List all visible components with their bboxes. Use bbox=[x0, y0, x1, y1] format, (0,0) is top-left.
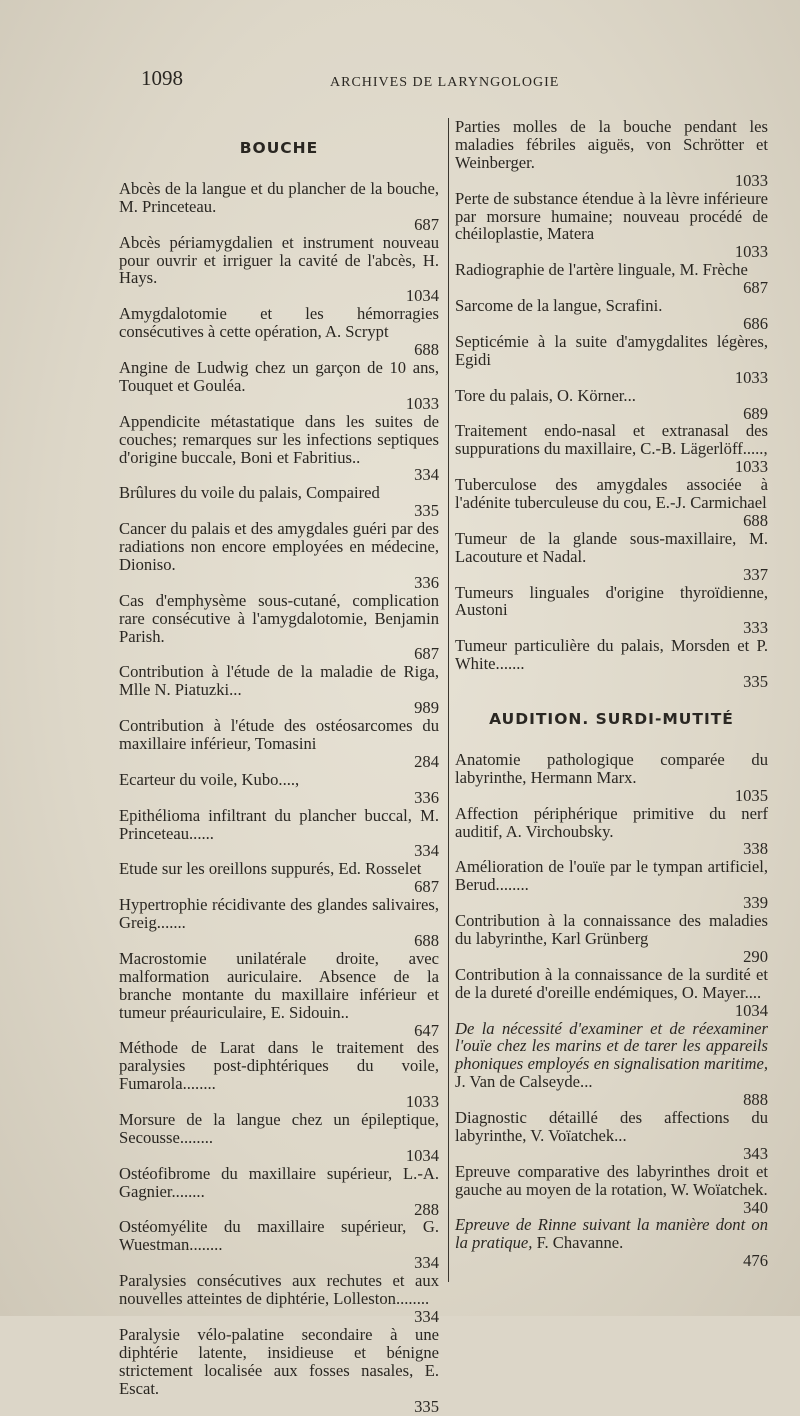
entry-page-number: 1033 bbox=[734, 170, 768, 190]
index-entry bbox=[119, 1039, 439, 1111]
entry-text bbox=[119, 717, 439, 753]
entry-text bbox=[119, 807, 439, 843]
index-entry bbox=[455, 476, 768, 530]
right-entry-list-top bbox=[455, 118, 768, 691]
entry-text bbox=[119, 359, 439, 395]
index-entry bbox=[455, 333, 768, 387]
entry-title: Méthode de Larat dans le traitement des paralysies post-diphtériques du voile, Fumarola........ bbox=[119, 1038, 439, 1094]
entry-page-number: 688 bbox=[743, 510, 768, 530]
entry-page-number: 1034 bbox=[405, 1145, 439, 1165]
entry-title: Paralysies consécutives aux rechutes et aux nouvelles atteintes de diphtérie, Lolleston........ bbox=[119, 1271, 439, 1309]
entry-text bbox=[455, 190, 768, 244]
entry-title: Macrostomie unilatérale droite, avec malformation auriculaire. Absence de la branche montante du maxillaire inférieur et tumeur préauriculaire, E. Sidouin.. bbox=[119, 948, 439, 1022]
entry-page-number: 687 bbox=[414, 214, 439, 234]
entry-page-number: 688 bbox=[414, 930, 439, 950]
entry-page-number: 334 bbox=[414, 1307, 439, 1326]
entry-text bbox=[119, 663, 439, 699]
entry-title: Cas d'emphysème sous-cutané, complication rare consécutive à l'amygdalotomie, Benjamin Parish. bbox=[119, 590, 439, 646]
index-entry bbox=[455, 584, 768, 638]
index-entry bbox=[119, 807, 439, 861]
index-entry bbox=[119, 413, 439, 485]
index-entry bbox=[455, 751, 768, 805]
entry-title: Affection périphérique primitive du nerf auditif, A. Virchoubsky. bbox=[455, 803, 768, 841]
entry-text bbox=[455, 118, 768, 172]
index-entry bbox=[119, 592, 439, 664]
index-entry bbox=[455, 190, 768, 262]
entry-title: Sarcome de la langue, Scrafini. bbox=[455, 296, 663, 316]
index-entry bbox=[119, 1272, 439, 1326]
entry-text bbox=[119, 592, 439, 646]
index-entry bbox=[119, 717, 439, 771]
entry-text bbox=[119, 1165, 439, 1201]
index-entry bbox=[455, 530, 768, 584]
index-entry bbox=[455, 1163, 768, 1217]
entry-title: Tumeur particulière du palais, Morsden et P. White....... bbox=[455, 636, 768, 674]
left-column bbox=[119, 140, 439, 1415]
entry-page-number: 1033 bbox=[405, 393, 439, 413]
entry-italic-title: Epreuve de Rinne suivant la manière dont on la pratique, bbox=[455, 1215, 768, 1253]
entry-title: Morsure de la langue chez un épileptique, Secousse........ bbox=[119, 1110, 439, 1147]
entry-title: Ostéomyélite du maxillaire supérieur, G. Wuestman........ bbox=[119, 1217, 439, 1255]
entry-title: J. Van de Calseyde... bbox=[455, 1072, 593, 1092]
entry-title: Epreuve comparative des labyrinthes droit et gauche au moyen de la rotation, W. Woïatchek. bbox=[455, 1161, 768, 1199]
entry-text bbox=[119, 305, 439, 341]
entry-page-number: 1033 bbox=[734, 367, 768, 387]
entry-page-number: 335 bbox=[743, 672, 768, 692]
entry-page-number: 888 bbox=[743, 1090, 768, 1110]
entry-page-number: 290 bbox=[743, 946, 768, 966]
entry-page-number: 687 bbox=[414, 877, 439, 897]
entry-text bbox=[119, 180, 439, 216]
index-entry bbox=[455, 1020, 768, 1110]
entry-text bbox=[455, 476, 768, 512]
running-head: ARCHIVES DE LARYNGOLOGIE bbox=[330, 75, 560, 90]
index-entry bbox=[119, 1326, 439, 1416]
index-entry bbox=[119, 484, 439, 520]
entry-title: Parties molles de la bouche pendant les maladies fébriles aiguës, von Schrötter et Weinberger. bbox=[455, 117, 768, 172]
index-entry bbox=[455, 422, 768, 476]
entry-text bbox=[119, 950, 439, 1022]
entry-title: Contribution à la connaissance des maladies du labyrinthe, Karl Grünberg bbox=[455, 911, 768, 948]
entry-page-number: 335 bbox=[414, 501, 439, 521]
index-entry bbox=[119, 359, 439, 413]
index-entry bbox=[119, 860, 439, 896]
index-entry bbox=[119, 663, 439, 717]
entry-text bbox=[119, 1039, 439, 1093]
entry-page-number: 334 bbox=[414, 841, 439, 861]
index-entry bbox=[455, 261, 768, 297]
entry-title: Tuberculose des amygdales associée à l'adénite tuberculeuse du cou, E.-J. Carmichael bbox=[455, 475, 768, 513]
index-entry bbox=[455, 637, 768, 691]
index-entry bbox=[455, 966, 768, 1020]
entry-title: Perte de substance étendue à la lèvre inférieure par morsure humaine; nouveau procédé de chéiloplastie, Matera bbox=[455, 188, 768, 244]
entry-title: Tore du palais, O. Körner... bbox=[455, 385, 636, 405]
entry-title: Epithélioma infiltrant du plancher buccal, M. Princeteau...... bbox=[119, 805, 439, 843]
entry-text bbox=[119, 413, 439, 467]
entry-title: Hypertrophie récidivante des glandes salivaires, Greig....... bbox=[119, 895, 439, 933]
entry-page-number: 284 bbox=[414, 751, 439, 771]
entry-page-number: 343 bbox=[743, 1143, 768, 1163]
entry-page-number: 687 bbox=[414, 644, 439, 664]
entry-page-number: 647 bbox=[414, 1020, 439, 1040]
entry-page-number: 687 bbox=[743, 278, 768, 298]
entry-text bbox=[455, 261, 768, 279]
entry-text bbox=[455, 966, 768, 1002]
entry-text bbox=[455, 637, 768, 673]
entry-page-number: 336 bbox=[414, 787, 439, 807]
entry-title: Appendicite métastatique dans les suites de couches; remarques sur les infections septiques d'origine buccale, Boni et Fabritius.. bbox=[119, 411, 439, 467]
entry-page-number: 338 bbox=[743, 839, 768, 859]
index-entry bbox=[455, 297, 768, 333]
index-entry bbox=[455, 912, 768, 966]
entry-text bbox=[455, 297, 768, 315]
entry-title: Abcès de la langue et du plancher de la bouche, M. Princeteau. bbox=[119, 178, 439, 216]
entry-page-number: 340 bbox=[743, 1197, 768, 1217]
index-entry bbox=[455, 858, 768, 912]
entry-text bbox=[455, 387, 768, 405]
entry-title: Anatomie pathologique comparée du labyrinthe, Hermann Marx. bbox=[455, 749, 768, 787]
entry-title: Tumeur de la glande sous-maxillaire, M. Lacouture et Nadal. bbox=[455, 528, 768, 566]
column-divider bbox=[448, 118, 449, 1282]
entry-title: Contribution à l'étude de la maladie de Riga, Mlle N. Piatuzki... bbox=[119, 662, 439, 700]
index-entry bbox=[119, 305, 439, 359]
section-title-audition: AUDITION. SURDI-MUTITÉ bbox=[489, 710, 734, 728]
entry-italic-title: De la nécessité d'examiner et de réexaminer l'ouïe chez les marins et de tarer les appareils phoniques employés en signalisation maritime, bbox=[455, 1018, 768, 1074]
section-title-bouche: BOUCHE bbox=[239, 139, 319, 157]
index-entry bbox=[119, 896, 439, 950]
index-entry bbox=[455, 805, 768, 859]
entry-title: Contribution à la connaissance de la surdité et de la dureté d'oreille endémiques, O. Mayer.... bbox=[455, 964, 768, 1002]
right-entry-list-bottom bbox=[455, 751, 768, 1270]
entry-text bbox=[455, 1109, 768, 1145]
entry-text bbox=[455, 530, 768, 566]
entry-text bbox=[119, 234, 439, 288]
entry-page-number: 288 bbox=[414, 1199, 439, 1219]
index-entry bbox=[119, 1111, 439, 1165]
entry-text bbox=[455, 422, 768, 458]
entry-page-number: 1033 bbox=[734, 457, 768, 477]
entry-title: Etude sur les oreillons suppurés, Ed. Rosselet bbox=[119, 859, 422, 879]
entry-page-number: 1034 bbox=[405, 286, 439, 306]
entry-page-number: 336 bbox=[414, 572, 439, 592]
index-entry bbox=[119, 234, 439, 306]
entry-title: Abcès périamygdalien et instrument nouveau pour ouvrir et irriguer la cavité de l'abcès, H. Hays. bbox=[119, 232, 439, 288]
entry-page-number: 334 bbox=[414, 465, 439, 485]
entry-page-number: 335 bbox=[414, 1396, 439, 1416]
entry-page-number: 476 bbox=[743, 1251, 768, 1271]
index-entry bbox=[119, 180, 439, 234]
entry-title: Diagnostic détaillé des affections du labyrinthe, V. Voïatchek... bbox=[455, 1108, 768, 1145]
index-entry bbox=[119, 950, 439, 1040]
index-entry bbox=[119, 520, 439, 592]
entry-text bbox=[119, 1218, 439, 1254]
entry-text bbox=[455, 1216, 768, 1252]
entry-text bbox=[455, 1020, 768, 1092]
entry-page-number: 337 bbox=[743, 564, 768, 584]
entry-title: Contribution à l'étude des ostéosarcomes du maxillaire inférieur, Tomasini bbox=[119, 716, 439, 753]
entry-text bbox=[119, 860, 439, 878]
entry-title: Cancer du palais et des amygdales guéri par des radiations non encore employées en médecine, Dioniso. bbox=[119, 519, 439, 574]
entry-page-number: 1034 bbox=[734, 1000, 768, 1020]
entry-text bbox=[455, 805, 768, 841]
entry-title: Paralysie vélo-palatine secondaire à une diphtérie latente, insidieuse et bénigne strictement localisée aux fosses nasales, E. Escat. bbox=[119, 1324, 439, 1398]
entry-title: Ecarteur du voile, Kubo...., bbox=[119, 769, 300, 789]
entry-text bbox=[119, 896, 439, 932]
entry-text bbox=[455, 912, 768, 948]
entry-text bbox=[455, 584, 768, 620]
entry-title: Ostéofibrome du maxillaire supérieur, L.-A. Gagnier........ bbox=[119, 1163, 439, 1201]
entry-page-number: 686 bbox=[743, 313, 768, 333]
entry-title: Radiographie de l'artère linguale, M. Frèche bbox=[455, 260, 748, 280]
index-entry bbox=[119, 771, 439, 807]
entry-page-number: 689 bbox=[743, 403, 768, 423]
entry-page-number: 334 bbox=[414, 1253, 439, 1273]
left-entry-list bbox=[119, 180, 439, 1416]
entry-page-number: 339 bbox=[743, 893, 768, 913]
index-entry bbox=[455, 387, 768, 423]
entry-title: Amélioration de l'ouïe par le tympan artificiel, Berud........ bbox=[455, 857, 768, 895]
entry-title: Angine de Ludwig chez un garçon de 10 ans, Touquet et Gouléa. bbox=[119, 357, 439, 395]
entry-page-number: 333 bbox=[743, 618, 768, 638]
entry-text bbox=[119, 520, 439, 574]
entry-text bbox=[455, 751, 768, 787]
entry-title: Traitement endo-nasal et extranasal des suppurations du maxillaire, C.-B. Lägerlöff....., bbox=[455, 421, 768, 459]
index-entry bbox=[455, 118, 768, 190]
index-entry bbox=[455, 1109, 768, 1163]
right-column bbox=[455, 118, 768, 1270]
entry-title: Tumeurs linguales d'origine thyroïdienne, Austoni bbox=[455, 582, 768, 620]
entry-title: Brûlures du voile du palais, Compaired bbox=[119, 483, 380, 503]
index-entry bbox=[119, 1218, 439, 1272]
entry-page-number: 989 bbox=[414, 698, 439, 718]
entry-page-number: 1033 bbox=[405, 1092, 439, 1112]
entry-page-number: 1033 bbox=[734, 242, 768, 262]
entry-title: F. Chavanne. bbox=[532, 1233, 624, 1253]
page-number: 1098 bbox=[141, 66, 183, 90]
entry-title: Septicémie à la suite d'amygdalites légères, Egidi bbox=[455, 331, 768, 369]
index-entry bbox=[119, 1165, 439, 1219]
entry-text bbox=[455, 333, 768, 369]
entry-text bbox=[119, 484, 439, 502]
entry-text bbox=[119, 771, 439, 789]
entry-page-number: 688 bbox=[414, 340, 439, 360]
entry-title: Amygdalotomie et les hémorragies consécutives à cette opération, A. Scrypt bbox=[119, 304, 439, 342]
index-entry bbox=[455, 1216, 768, 1270]
entry-text bbox=[455, 858, 768, 894]
entry-text bbox=[119, 1326, 439, 1398]
entry-text bbox=[455, 1163, 768, 1199]
entry-text bbox=[119, 1111, 439, 1147]
entry-page-number: 1035 bbox=[734, 785, 768, 805]
entry-text bbox=[119, 1272, 439, 1308]
